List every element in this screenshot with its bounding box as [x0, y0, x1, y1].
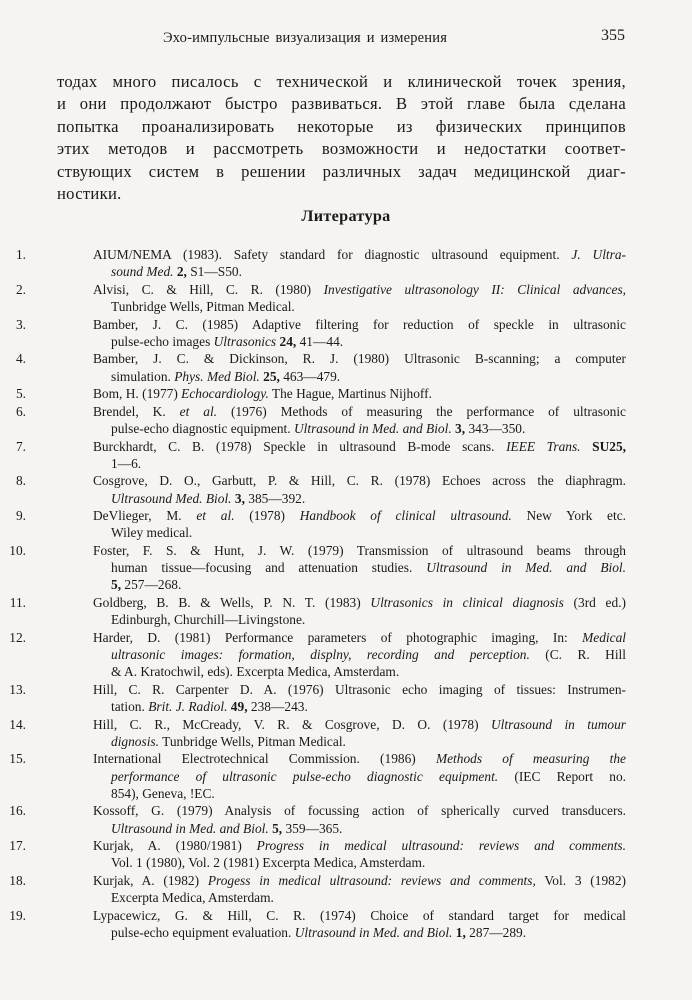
reference-line: Hill, C. R., McCready, V. R. & Cosgrove, D. O. (1978) Ultrasound in tumour — [93, 716, 626, 732]
reference-line: pulse-echo equipment evaluation. Ultrasound in Med. and Biol. 1, 287—289. — [111, 924, 527, 940]
reference-number: 11. — [9, 594, 26, 610]
reference-line: DeVlieger, M. et al. (1978) Handbook of clinical ultrasound. New York etc. — [93, 508, 626, 524]
reference-line: Harder, D. (1981) Performance parameters of photographic imaging, In: Medical — [93, 629, 626, 645]
reference-line: Lypacewicz, G. & Hill, C. R. (1974) Choice of standard target for medical — [93, 907, 626, 923]
reference-number: 3. — [15, 316, 26, 332]
reference-item — [0, 507, 626, 541]
reference-line: Bamber, J. C. & Dickinson, R. J. (1980) Ultrasonic B-scanning; a computer — [93, 351, 626, 367]
reference-line: Foster, F. S. & Hunt, J. W. (1979) Transmission of ultrasound beams through — [93, 542, 626, 558]
reference-number: 16. — [9, 803, 26, 819]
reference-number: 15. — [9, 751, 26, 767]
reference-number: 4. — [15, 351, 26, 367]
reference-item — [0, 837, 626, 871]
intro-line: ствующих систем в решении различных задач медицинской диаг- — [57, 161, 626, 181]
reference-item — [0, 802, 626, 836]
reference-line: ultrasonic images: formation, displny, recording and perception. (C. R. Hill — [111, 646, 626, 662]
reference-number: 2. — [15, 281, 26, 297]
reference-line: Tunbridge Wells, Pitman Medical. — [111, 299, 295, 314]
reference-number: 9. — [15, 508, 26, 524]
reference-item — [0, 246, 626, 280]
intro-line: этих методов и рассмотреть возможности и недостатки соответ- — [57, 139, 626, 159]
reference-number: 14. — [9, 716, 26, 732]
intro-line: и они продолжают быстро развиваться. В этой главе была сделана — [57, 94, 626, 114]
reference-number: 7. — [15, 438, 26, 454]
reference-item — [0, 594, 626, 628]
reference-number: 6. — [15, 403, 26, 419]
reference-line: Burckhardt, C. B. (1978) Speckle in ultrasound B-mode scans. IEEE Trans. SU25, — [93, 438, 626, 454]
reference-line: International Electrotechnical Commission. (1986) Methods of measuring the — [93, 751, 626, 767]
intro-line: ностики. — [57, 184, 122, 204]
reference-line: Brendel, K. et al. (1976) Methods of measuring the performance of ultrasonic — [93, 403, 626, 419]
reference-item — [0, 316, 626, 350]
reference-line: tation. Brit. J. Radiol. 49, 238—243. — [111, 698, 308, 714]
reference-item — [0, 750, 626, 802]
reference-number: 19. — [9, 907, 26, 923]
reference-item — [0, 716, 626, 750]
reference-number: 8. — [15, 473, 26, 489]
reference-list — [0, 246, 692, 942]
reference-line: 854), Geneva, !EC. — [111, 785, 215, 801]
reference-line: Kurjak, A. (1982) Progess in medical ultrasound: reviews and comments, Vol. 3 (1982) — [93, 872, 626, 888]
reference-number: 17. — [9, 838, 26, 854]
reference-line: Edinburgh, Churchill—Livingstone. — [111, 612, 306, 628]
reference-line: AIUM/NEMA (1983). Safety standard for diagnostic ultrasound equipment. J. Ultra- — [93, 247, 626, 262]
reference-line: dignosis. Tunbridge Wells, Pitman Medical. — [111, 733, 346, 749]
reference-item — [0, 629, 626, 681]
reference-number: 1. — [15, 247, 26, 262]
reference-line: Bamber, J. C. (1985) Adaptive filtering for reduction of speckle in ultrasonic — [93, 316, 626, 332]
reference-line: 1—6. — [111, 455, 142, 471]
running-title: Эхо-импульсные визуализация и измерения — [163, 30, 448, 46]
reference-number: 10. — [9, 542, 26, 558]
section-heading: Литература — [301, 207, 391, 225]
page-number: 355 — [601, 27, 625, 44]
intro-line: тодах много писалось с технической и клинической точек зрения, — [57, 72, 626, 91]
reference-line: human tissue—focusing and attenuation studies. Ultrasound in Med. and Biol. — [111, 560, 626, 576]
reference-item — [0, 907, 626, 941]
reference-item — [0, 403, 626, 437]
reference-line: Kossoff, G. (1979) Analysis of focussing action of spherically curved transducers. — [93, 803, 626, 819]
reference-line: simulation. Phys. Med Biol. 25, 463—479. — [111, 368, 341, 384]
reference-line: Alvisi, C. & Hill, C. R. (1980) Investigative ultrasonology II: Clinical advances, — [93, 281, 626, 297]
reference-line: Ultrasound in Med. and Biol. 5, 359—365. — [111, 820, 343, 836]
reference-line: Cosgrove, D. O., Garbutt, P. & Hill, C. R. (1978) Echoes across the diaphragm. — [93, 473, 626, 489]
reference-item — [0, 438, 626, 472]
reference-line: Kurjak, A. (1980/1981) Progress in medical ultrasound: reviews and comments. — [93, 838, 626, 854]
reference-line: & A. Kratochwil, eds). Excerpta Medica, Amsterdam. — [111, 664, 400, 680]
reference-item — [0, 681, 626, 715]
reference-item — [0, 281, 626, 315]
reference-line: 5, 257—268. — [111, 577, 182, 593]
reference-item — [0, 350, 626, 384]
reference-line: Excerpta Medica, Amsterdam. — [111, 890, 274, 906]
reference-item — [0, 472, 626, 506]
reference-number: 5. — [15, 386, 26, 402]
reference-line: Vol. 1 (1980), Vol. 2 (1981) Excerpta Medica, Amsterdam. — [111, 855, 426, 871]
intro-line: попытка проанализировать некоторые из физических принципов — [57, 116, 626, 136]
reference-line: sound Med. 2, S1—S50. — [111, 264, 242, 280]
reference-line: Goldberg, B. B. & Wells, P. N. T. (1983) Ultrasonics in clinical diagnosis (3rd ed.) — [93, 594, 626, 610]
intro-paragraph — [57, 71, 626, 205]
reference-item — [0, 385, 626, 402]
reference-number: 18. — [9, 872, 26, 888]
reference-line: Bom, H. (1977) Echocardiology. The Hague, Martinus Nijhoff. — [93, 386, 432, 402]
reference-number: 12. — [9, 629, 26, 645]
reference-item — [0, 872, 626, 906]
reference-item — [0, 542, 626, 594]
reference-number: 13. — [9, 681, 26, 697]
reference-line: pulse-echo diagnostic equipment. Ultrasound in Med. and Biol. 3, 343—350. — [111, 420, 526, 436]
reference-line: performance of ultrasonic pulse-echo diagnostic equipment. (IEC Report no. — [111, 768, 626, 784]
running-header — [0, 27, 692, 50]
reference-line: Hill, C. R. Carpenter D. A. (1976) Ultrasonic echo imaging of tissues: Instrumen- — [93, 681, 626, 697]
reference-line: Wiley medical. — [111, 525, 193, 541]
reference-line: Ultrasound Med. Biol. 3, 385—392. — [111, 490, 306, 506]
reference-line: pulse-echo images Ultrasonics 24, 41—44. — [111, 333, 344, 349]
